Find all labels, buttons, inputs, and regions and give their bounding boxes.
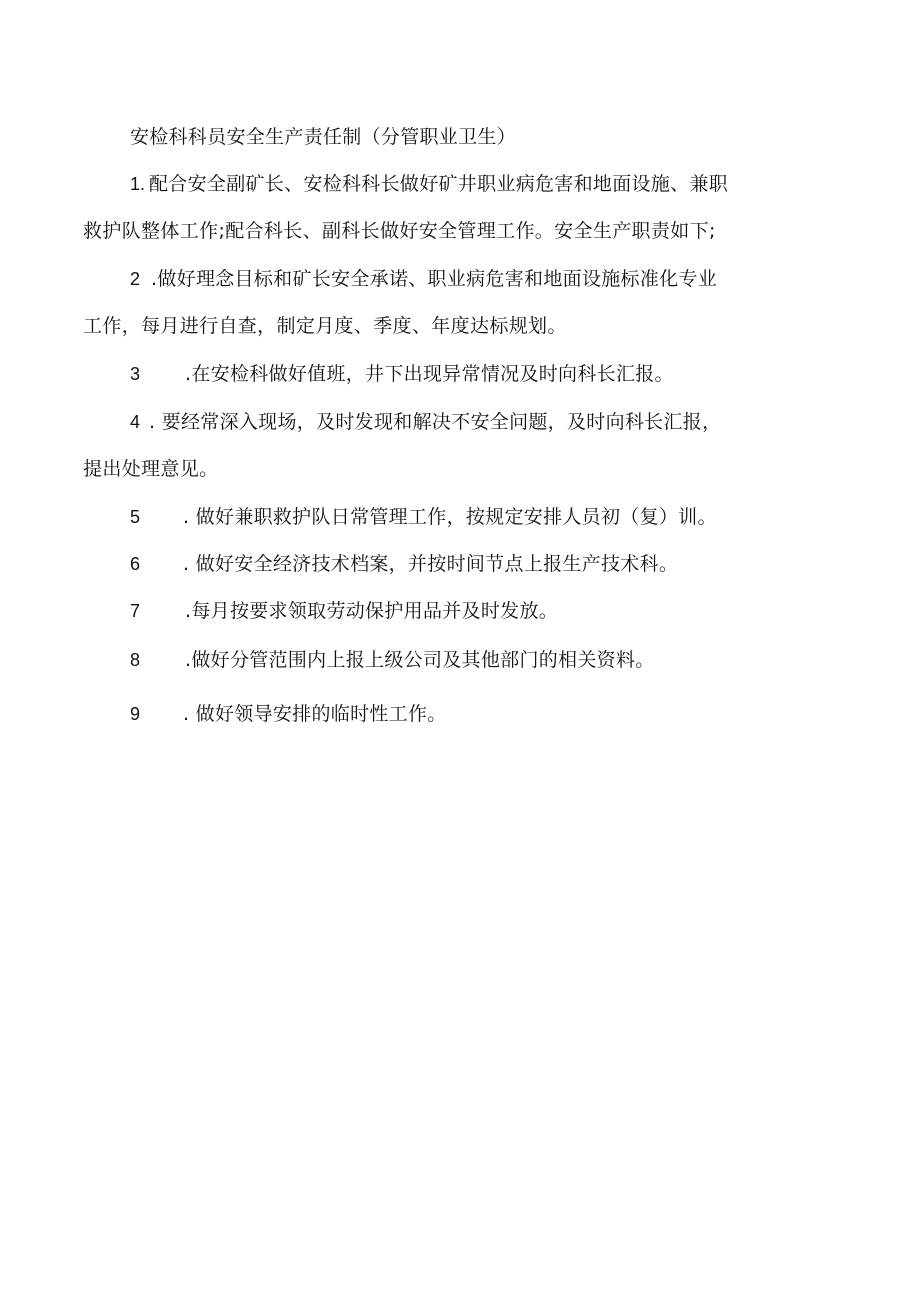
item-5-number: 5 (130, 507, 141, 527)
item-6-number: 6 (130, 554, 141, 574)
item-7-line-1: .每月按要求领取劳动保护用品并及时发放。 (185, 600, 559, 622)
item-2-line-2: 工作，每月进行自查，制定月度、季度、年度达标规划。 (83, 315, 567, 337)
item-1-number: 1. (130, 174, 146, 194)
item-5-line-1: . 做好兼职救护队日常管理工作，按规定安排人员初（复）训。 (183, 506, 717, 528)
item-8-number: 8 (130, 650, 141, 670)
item-9-number: 9 (130, 704, 141, 724)
item-7-number: 7 (130, 601, 141, 621)
item-6-line-1: . 做好安全经济技术档案，并按时间节点上报生产技术科。 (183, 553, 679, 575)
item-3-line-1: .在安检科做好值班，井下出现异常情况及时向科长汇报。 (185, 363, 674, 385)
item-4-number: 4 (130, 412, 141, 432)
item-4-line-1: . 要经常深入现场，及时发现和解决不安全问题，及时向科长汇报， (149, 411, 722, 433)
item-2-number: 2 (130, 269, 141, 289)
item-1-line-1: 配合安全副矿长、安检科科长做好矿井职业病危害和地面设施、兼职 (149, 173, 729, 195)
item-1-line-2: 救护队整体工作;配合科长、副科长做好安全管理工作。安全生产职责如下; (83, 220, 716, 242)
item-8-line-1: .做好分管范围内上报上级公司及其他部门的相关资料。 (185, 649, 655, 671)
item-4-line-2: 提出处理意见。 (83, 458, 219, 480)
item-2-line-1: .做好理念目标和矿长安全承诺、职业病危害和地面设施标准化专业 (151, 268, 718, 290)
item-3-number: 3 (130, 364, 141, 384)
item-9-line-1: . 做好领导安排的临时性工作。 (183, 703, 447, 725)
document-title: 安检科科员安全生产责任制（分管职业卫生） (130, 126, 517, 148)
